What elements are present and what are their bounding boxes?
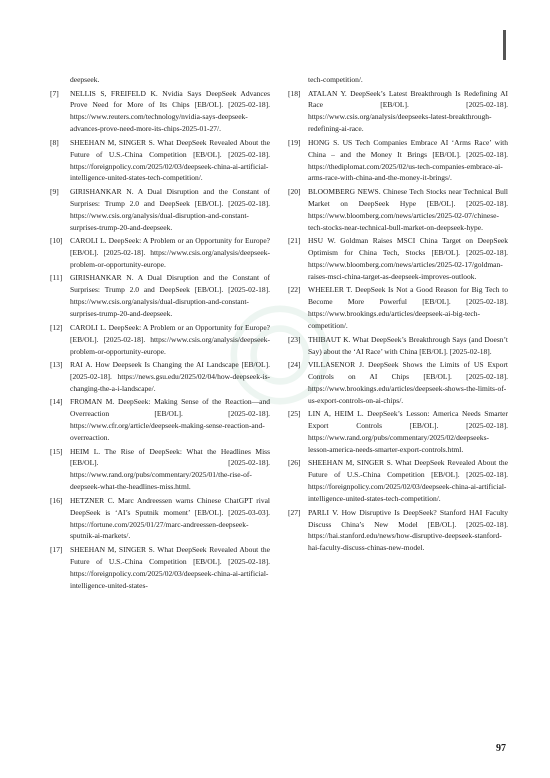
reference-number: [22] [288,285,301,295]
reference-number: [14] [50,397,63,407]
reference-number: [26] [288,458,301,468]
reference-item [288,88,508,136]
reference-number: [16] [50,495,63,505]
reference-text: NELLIS S, FREIFELD K. Nvidia Says DeepSeek Advances Prove Need for More of Its Chips [EB/OL]. [2025-02-18]. https://www.reuters.com/technology/nvidia-says-deepseek-advances-prove-need-more-its-chips-2025-01-27/. [70,88,270,134]
reference-number: [18] [288,88,301,98]
references-left-column [50,74,270,593]
reference-item [50,186,270,234]
reference-text: BLOOMBERG NEWS. Chinese Tech Stocks near Technical Bull Market on DeepSeek Hype [EB/OL]. [2025-02-18]. https://www.bloomberg.com/news/articles/2025-02-07/chinese-tech-stocks-near-technical-bull-market-on-deepseek-hype. [308,186,508,232]
reference-continuation [288,74,508,86]
reference-text: SHEEHAN M, SINGER S. What DeepSeek Revealed About the Future of U.S.-China Competition [EB/OL]. [2025-02-18]. https://foreignpolicy.com/2025/02/03/deepseek-china-ai-artificial-intelligence-united-states-tech-competition/. [308,458,508,504]
reference-item [50,396,270,444]
reference-number: [20] [288,186,301,196]
references-right-column [288,74,508,593]
reference-text: VILLASENOR J. DeepSeek Shows the Limits of US Export Controls on AI Chips [EB/OL]. [2025-02-18]. https://www.brookings.edu/articles/deepseek-shows-the-limits-of-us-export-controls-on-ai-chips/. [308,360,508,405]
reference-number: [15] [50,446,63,456]
reference-text: CAROLI L. DeepSeek: A Problem or an Opportunity for Europe? [EB/OL]. [2025-02-18]. https://www.csis.org/analysis/deepseek-problem-or-opportunity-europe. [70,322,270,356]
reference-item [288,235,508,283]
reference-item [288,457,508,505]
reference-text: THIBAUT K. What DeepSeek’s Breakthrough Says (and Doesn’t Say) about the ‘AI Race’ with China [EB/OL]. [2025-02-18]. [308,334,508,356]
reference-item [50,322,270,358]
reference-item [288,359,508,407]
reference-item [50,446,270,494]
header-rule-mark [503,30,506,60]
reference-number: [17] [50,544,63,554]
reference-text: PARLI V. How Disruptive Is DeepSeek? Stanford HAI Faculty Discuss China’s New Model [EB/OL]. [2025-02-18]. https://hai.stanford.edu/news/how-disruptive-deepseek-stanford-hai-faculty-discuss-chinas-new-model. [308,507,508,553]
reference-text: GIRISHANKAR N. A Dual Disruption and the Constant of Surprises: Trump 2.0 and DeepSeek [EB/OL]. [2025-02-18]. https://www.csis.org/analysis/dual-disruption-and-constant-surprises-trump-20-and-deepseek. [70,186,270,232]
reference-text: HETZNER C. Marc Andreessen warns Chinese ChatGPT rival DeepSeek is ‘AI’s Sputnik moment’ [EB/OL]. [2025-03-03]. https://fortune.com/2025/01/27/marc-andreessen-deepseek-sputnik-ai-markets/. [70,495,270,541]
reference-text: HSU W. Goldman Raises MSCI China Target on DeepSeek Optimism for China Tech, Stocks [EB/OL]. [2025-02-18]. https://www.bloomberg.com/news/articles/2025-02-17/goldman-raises-msci-china-target-as-deepseek-improves-outlook. [308,236,508,281]
page-header [0,0,550,62]
reference-number: [19] [288,137,301,147]
reference-item [50,272,270,320]
reference-text: FROMAN M. DeepSeek: Making Sense of the Reaction—and Overreaction [EB/OL]. [2025-02-18]. https://www.cfr.org/article/deepseek-making-sense-reaction-and-overreaction. [70,397,270,443]
reference-number: [8] [50,137,59,147]
reference-number: [25] [288,409,301,419]
reference-number: [11] [50,273,63,283]
reference-number: [27] [288,507,301,517]
reference-number: [23] [288,334,301,344]
reference-item [50,359,270,395]
reference-item [50,235,270,271]
reference-text: RAI A. How Deepseek Is Changing the AI Landscape [EB/OL]. [2025-02-18]. https://news.gsu.edu/2025/02/04/how-deepseek-is-changing-the-a-i-landscape/. [70,360,270,393]
reference-text: LIN A, HEIM L. DeepSeek’s Lesson: America Needs Smarter Export Controls [EB/OL]. [2025-02-18]. https://www.rand.org/pubs/commentary/2025/02/deepseeks-lesson-america-needs-smarter-export-controls.html. [308,409,508,454]
reference-number: [21] [288,236,301,246]
reference-item [50,495,270,543]
reference-number: [13] [50,360,63,369]
reference-item [288,186,508,234]
reference-item [288,408,508,456]
reference-item [288,137,508,185]
reference-text: WHEELER T. DeepSeek Is Not a Good Reason for Big Tech to Become More Powerful [EB/OL]. [2025-02-18]. https://www.brookings.edu/articles/deepseek-ai-big-tech-competition/. [308,285,508,331]
references-body [50,74,508,593]
reference-item [50,88,270,136]
reference-number: [10] [50,236,63,246]
reference-text: HEIM L. The Rise of DeepSeek: What the Headlines Miss [EB/OL]. [2025-02-18]. https://www.rand.org/pubs/commentary/2025/01/the-rise-of-deepseek-what-the-headlines-miss.html. [70,446,270,492]
reference-text: HONG S. US Tech Companies Embrace AI ‘Arms Race’ with China – and the Money It Brings [EB/OL]. [2025-02-18]. https://thediplomat.com/2025/02/us-tech-companies-embrace-ai-arms-race-with-china-and-the-money-it-brings/. [308,137,508,183]
reference-continuation [50,74,270,86]
reference-item [288,507,508,555]
reference-text: GIRISHANKAR N. A Dual Disruption and the Constant of Surprises: Trump 2.0 and DeepSeek [EB/OL]. [2025-02-18]. https://www.csis.org/analysis/dual-disruption-and-constant-surprises-trump-20-and-deepseek. [70,273,270,319]
reference-number: [24] [288,360,301,369]
reference-text: CAROLI L. DeepSeek: A Problem or an Opportunity for Europe? [EB/OL]. [2025-02-18]. https://www.csis.org/analysis/deepseek-problem-or-opportunity-europe. [70,236,270,269]
reference-text: ATALAN Y. DeepSeek’s Latest Breakthrough Is Redefining AI Race [EB/OL]. [2025-02-18]. https://www.csis.org/analysis/deepseeks-latest-breakthrough-redefining-ai-race. [308,88,508,134]
reference-text: deepseek. [70,75,100,84]
reference-item [50,137,270,185]
reference-text: SHEEHAN M, SINGER S. What DeepSeek Revealed About the Future of U.S.-China Competition [EB/OL]. [2025-02-18]. https://foreignpolicy.com/2025/02/03/deepseek-china-ai-artificial-intelligence-united-states- [70,544,270,590]
reference-item [288,334,508,358]
page-number: 97 [496,743,506,754]
reference-item [288,284,508,332]
reference-text: tech-competition/. [308,75,363,84]
reference-number: [7] [50,88,59,98]
reference-number: [12] [50,322,63,332]
reference-number: [9] [50,186,59,196]
reference-text: SHEEHAN M, SINGER S. What DeepSeek Revealed About the Future of U.S.-China Competition [EB/OL]. [2025-02-18]. https://foreignpolicy.com/2025/02/03/deepseek-china-ai-artificial-intelligence-united-states-tech-competition/. [70,137,270,183]
reference-item [50,544,270,592]
